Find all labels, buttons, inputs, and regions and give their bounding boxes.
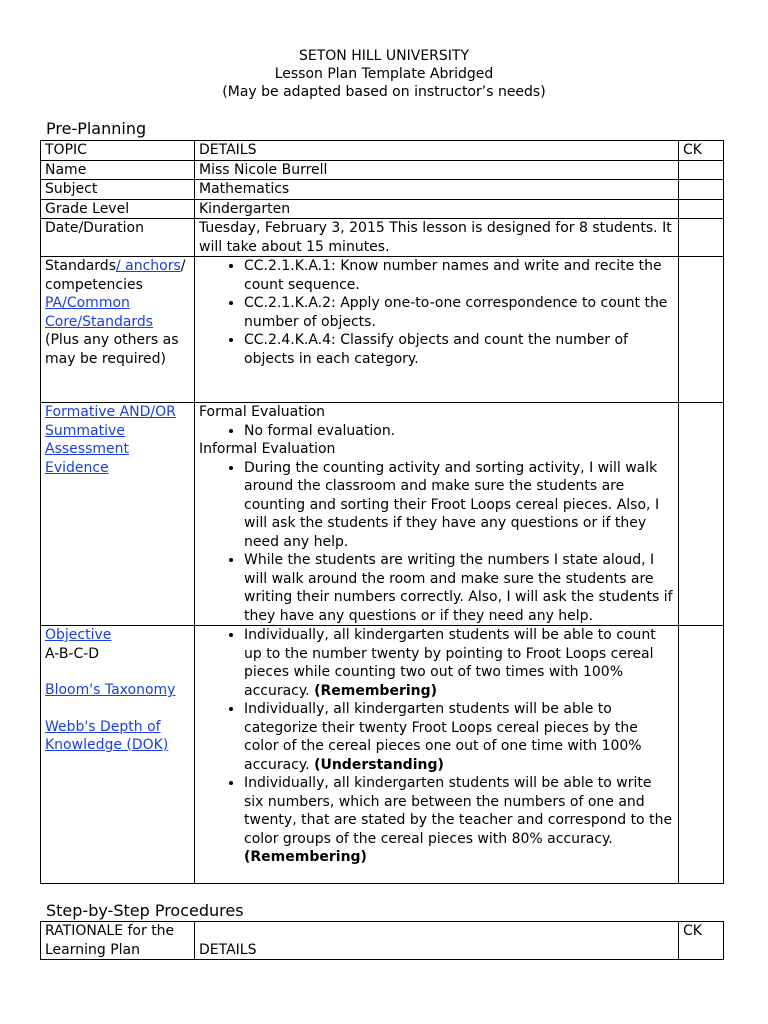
abcd-text: A-B-C-D (45, 645, 100, 662)
list-item: • While the students are writing the numbers I state aloud, I will walk around the room and make sure the students are writing their numbers correctly. Also, I will ask the students if they have any questions or if they need any help. (244, 551, 674, 625)
objective-text: Individually, all kindergarten students will be able to count up to the number twenty by pointing to Froot Loops cereal pieces while counting two out of two times with 100% accuracy. (244, 627, 656, 699)
standards-list (199, 257, 674, 368)
template-title: Lesson Plan Template Abridged (274, 66, 494, 82)
subject-value: Mathematics (195, 180, 679, 200)
table-row (41, 199, 724, 219)
competencies-text: / competencies (45, 258, 186, 293)
ck-cell (679, 199, 724, 219)
objective-label (41, 626, 195, 884)
table-row (41, 626, 724, 884)
list-item: • No formal evaluation. (244, 422, 674, 441)
table-row (41, 219, 724, 257)
standards-label (41, 257, 195, 403)
name-value: Miss Nicole Burrell (195, 160, 679, 180)
rationale-header: RATIONALE for the Learning Plan (41, 922, 195, 960)
table-row (41, 160, 724, 180)
procedures-ck-header: CK (679, 922, 724, 960)
procedures-title: Step-by-Step Procedures (46, 901, 244, 920)
table-row (41, 257, 724, 403)
formal-list (199, 422, 674, 441)
name-label: Name (41, 160, 195, 180)
webbs-dok-link[interactable]: Webb's Depth of Knowledge (DOK) (45, 718, 169, 753)
ck-cell (679, 160, 724, 180)
list-item: • CC.2.1.K.A.1: Know number names and write and recite the count sequence. (244, 257, 674, 294)
document-header (0, 47, 768, 101)
ck-cell (679, 219, 724, 257)
template-note: (May be adapted based on instructor’s needs) (222, 84, 546, 100)
objective-list (199, 626, 674, 867)
blooms-taxonomy-link[interactable]: Bloom's Taxonomy (45, 682, 176, 698)
details-header: DETAILS (195, 141, 679, 161)
assessment-details (195, 403, 679, 626)
date-label: Date/Duration (41, 219, 195, 257)
grade-value: Kindergarten (195, 199, 679, 219)
objective-link[interactable]: Objective (45, 627, 112, 643)
informal-list (199, 459, 674, 626)
assessment-label (41, 403, 195, 626)
table-row (41, 180, 724, 200)
list-item: • During the counting activity and sorting activity, I will walk around the classroom and make sure the students are counting and sorting their Froot Loops cereal pieces. Also, I will ask the students if they have any questions or if they need any help. (244, 459, 674, 552)
procedures-details-header: DETAILS (195, 922, 679, 960)
pa-common-core-link[interactable]: PA/Common Core/Standards (45, 295, 154, 330)
list-item: • CC.2.4.K.A.4: Classify objects and count the number of objects in each category. (244, 331, 674, 368)
grade-label: Grade Level (41, 199, 195, 219)
objective-level: (Remembering) (314, 682, 438, 699)
objective-text: Individually, all kindergarten students will be able to write six numbers, which are between the numbers of one and twenty, that are stated by the teacher and correspond to the color groups of the cereal pieces with 80% accuracy. (244, 775, 673, 847)
formal-evaluation-heading: Formal Evaluation (199, 404, 326, 420)
standards-details (195, 257, 679, 403)
anchors-link[interactable]: / anchors (115, 258, 181, 274)
standards-text: Standards (45, 258, 116, 274)
standards-note: (Plus any others as may be required) (45, 332, 179, 367)
procedures-table (40, 921, 724, 960)
list-item (244, 700, 674, 774)
assessment-evidence-link[interactable]: Formative AND/OR Summative Assessment Evidence (45, 404, 176, 476)
ck-cell (679, 180, 724, 200)
list-item (244, 774, 674, 867)
list-item (244, 626, 674, 700)
table-row (41, 141, 724, 161)
objective-level: (Understanding) (314, 756, 444, 773)
objective-level: (Remembering) (244, 849, 367, 865)
ck-header: CK (679, 141, 724, 161)
informal-evaluation-heading: Informal Evaluation (199, 441, 336, 457)
list-item: • CC.2.1.K.A.2: Apply one-to-one correspondence to count the number of objects. (244, 294, 674, 331)
preplanning-table (40, 140, 724, 884)
objective-details (195, 626, 679, 884)
table-row (41, 922, 724, 960)
ck-cell (679, 257, 724, 403)
topic-header: TOPIC (41, 141, 195, 161)
preplanning-title: Pre-Planning (46, 119, 147, 138)
university-name: SETON HILL UNIVERSITY (298, 48, 470, 64)
ck-cell (679, 626, 724, 884)
date-value: Tuesday, February 3, 2015 This lesson is designed for 8 students. It will take about 15 minutes. (195, 219, 679, 257)
ck-cell (679, 403, 724, 626)
table-row (41, 403, 724, 626)
subject-label: Subject (41, 180, 195, 200)
objective-text: Individually, all kindergarten students will be able to categorize their twenty Froot Loops cereal pieces by the color of the cereal pieces one out of one time with 100% accuracy. (244, 701, 642, 773)
